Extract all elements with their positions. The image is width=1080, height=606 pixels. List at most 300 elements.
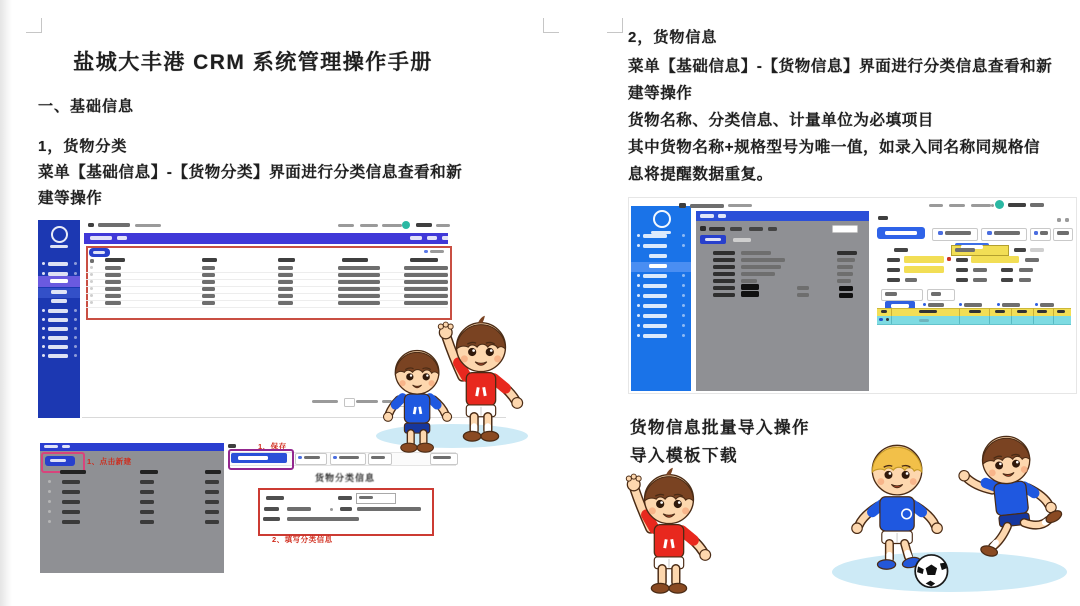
text-smudge <box>238 456 268 460</box>
text-smudge <box>881 310 887 313</box>
text-smudge <box>90 280 93 283</box>
text-smudge <box>1030 248 1044 252</box>
text-smudge <box>205 510 219 514</box>
text-smudge <box>878 216 888 220</box>
text-smudge <box>42 345 45 348</box>
text-smudge <box>839 286 853 291</box>
cartoon-kid-red-waving <box>618 458 718 600</box>
text-smudge <box>105 273 121 277</box>
text-smudge <box>48 262 68 266</box>
text-smudge <box>713 265 735 269</box>
text-smudge <box>690 204 724 208</box>
grid-selected-row <box>877 316 1071 325</box>
text-smudge <box>117 236 127 240</box>
text-smudge <box>62 500 80 504</box>
toolbar-button <box>1053 228 1073 241</box>
text-smudge <box>48 309 68 313</box>
paragraph-line: 菜单【基础信息】-【货物分类】界面进行分类信息查看和新 <box>38 164 463 181</box>
text-smudge <box>643 304 667 308</box>
text-smudge <box>48 520 51 523</box>
text-smudge <box>42 327 45 330</box>
text-smudge <box>410 236 422 240</box>
text-smudge <box>987 231 992 235</box>
text-smudge <box>649 264 667 268</box>
crm-logo-icon <box>51 226 68 243</box>
text-smudge <box>360 224 378 227</box>
text-smudge <box>682 284 685 287</box>
text-smudge <box>1025 258 1039 262</box>
toolbar-button <box>430 453 458 465</box>
text-smudge <box>1065 218 1069 222</box>
text-smudge <box>90 259 94 263</box>
text-smudge <box>202 301 215 305</box>
text-smudge <box>643 274 667 278</box>
text-smudge <box>1033 308 1034 316</box>
text-smudge <box>700 214 714 218</box>
text-smudge <box>997 303 1000 306</box>
text-smudge <box>74 327 77 330</box>
text-smudge <box>839 293 853 298</box>
text-smudge <box>74 318 77 321</box>
text-smudge <box>48 354 68 358</box>
text-smudge <box>359 496 373 499</box>
paragraph-line: 建等操作 <box>628 85 693 102</box>
footer-line: 货物信息批量导入操作 <box>630 419 810 437</box>
text-smudge <box>42 318 45 321</box>
text-smudge <box>205 480 219 484</box>
text-smudge <box>749 227 763 231</box>
text-smudge <box>105 294 121 298</box>
text-smudge <box>105 266 121 270</box>
text-smudge <box>404 287 448 291</box>
text-smudge <box>105 280 121 284</box>
margin-corner-mark <box>607 18 623 33</box>
text-smudge <box>74 262 77 265</box>
text-smudge <box>797 286 809 290</box>
page-right <box>560 0 1080 606</box>
text-smudge <box>768 227 777 231</box>
text-smudge <box>202 273 215 277</box>
text-smudge <box>48 490 51 493</box>
text-smudge <box>879 318 883 321</box>
margin-corner-mark <box>543 18 559 33</box>
text-smudge <box>700 226 706 231</box>
text-smudge <box>90 236 112 240</box>
text-smudge <box>971 204 991 207</box>
text-smudge <box>266 496 284 500</box>
text-smudge <box>643 234 667 238</box>
text-smudge <box>205 470 221 474</box>
text-smudge <box>135 224 161 227</box>
text-smudge <box>86 293 448 294</box>
cartoon-kid-blonde-with-ball <box>836 432 960 594</box>
text-smudge <box>1001 268 1013 272</box>
text-smudge <box>50 459 66 462</box>
toolbar-button <box>368 453 392 465</box>
text-smudge <box>885 231 917 235</box>
text-smudge <box>48 318 68 322</box>
text-smudge <box>1019 278 1031 282</box>
text-smudge <box>62 480 80 484</box>
text-smudge <box>278 266 293 270</box>
text-smudge <box>357 507 421 511</box>
text-smudge <box>713 293 735 297</box>
cartoon-kid-blue-running <box>948 424 1066 576</box>
text-smudge <box>1053 316 1054 324</box>
text-smudge <box>713 279 735 283</box>
text-smudge <box>88 223 94 227</box>
annotation-step2-fill: 2、填写分类信息 <box>272 535 333 544</box>
text-smudge <box>105 301 121 305</box>
text-smudge <box>797 293 809 297</box>
text-smudge <box>887 268 900 272</box>
text-smudge <box>86 279 448 280</box>
text-smudge <box>338 496 352 500</box>
text-smudge <box>637 304 640 307</box>
text-smudge <box>62 510 80 514</box>
toolbar-button <box>330 453 366 465</box>
text-smudge <box>140 510 154 514</box>
text-smudge <box>90 266 93 269</box>
text-smudge <box>86 286 448 287</box>
text-smudge <box>637 284 640 287</box>
text-smudge <box>682 274 685 277</box>
text-smudge <box>90 301 93 304</box>
text-smudge <box>955 248 975 252</box>
text-smudge <box>637 334 640 337</box>
text-smudge <box>62 520 80 524</box>
text-smudge <box>404 273 448 277</box>
text-smudge <box>62 490 80 494</box>
user-avatar-icon <box>402 221 410 229</box>
text-smudge <box>51 290 67 294</box>
section-heading: 一、基础信息 <box>38 98 135 115</box>
text-smudge <box>887 258 900 262</box>
text-smudge <box>338 287 380 291</box>
text-smudge <box>44 445 58 448</box>
text-smudge <box>713 258 735 262</box>
item-heading-2: 2，货物信息 <box>628 29 718 46</box>
text-smudge <box>995 310 1005 313</box>
text-smudge <box>48 345 68 349</box>
text-smudge <box>973 268 987 272</box>
text-smudge <box>42 354 45 357</box>
text-smudge <box>105 287 121 291</box>
text-smudge <box>956 258 968 262</box>
toolbar-button <box>1030 228 1051 241</box>
paragraph-line: 菜单【基础信息】-【货物信息】界面进行分类信息查看和新 <box>628 58 1053 75</box>
text-smudge <box>278 273 293 277</box>
text-smudge <box>959 308 960 316</box>
text-smudge <box>964 303 982 307</box>
paragraph-line: 息将提醒数据重复。 <box>628 166 773 183</box>
text-smudge <box>42 336 45 339</box>
text-smudge <box>436 224 450 227</box>
text-smudge <box>86 300 448 301</box>
item-heading-1: 1，货物分类 <box>38 138 128 155</box>
text-smudge <box>404 301 448 305</box>
text-smudge <box>140 490 154 494</box>
text-smudge <box>682 234 685 237</box>
text-smudge <box>278 301 293 305</box>
text-smudge <box>278 287 293 291</box>
text-smudge <box>287 507 311 511</box>
text-smudge <box>713 251 735 255</box>
text-smudge <box>205 500 219 504</box>
margin-corner-mark <box>26 18 42 33</box>
text-smudge <box>1030 203 1044 207</box>
text-smudge <box>202 266 215 270</box>
text-smudge <box>994 231 1020 235</box>
text-smudge <box>1011 308 1012 316</box>
text-smudge <box>93 251 105 254</box>
text-smudge <box>949 204 965 207</box>
text-smudge <box>74 336 77 339</box>
text-smudge <box>338 280 380 284</box>
text-smudge <box>959 316 960 324</box>
text-smudge <box>679 203 686 208</box>
text-smudge <box>382 224 402 227</box>
text-smudge <box>278 258 295 262</box>
cartoon-kid-red-waving <box>430 306 530 448</box>
text-smudge <box>1057 310 1065 313</box>
text-smudge <box>682 334 685 337</box>
text-smudge <box>931 292 941 296</box>
text-smudge <box>969 310 981 313</box>
text-smudge <box>956 278 968 282</box>
text-smudge <box>202 287 215 291</box>
text-smudge <box>832 225 858 233</box>
text-smudge <box>404 266 448 270</box>
text-smudge <box>427 236 437 240</box>
text-smudge <box>344 398 355 407</box>
text-smudge <box>1001 278 1013 282</box>
text-smudge <box>643 324 667 328</box>
text-smudge <box>741 284 759 290</box>
text-smudge <box>741 251 771 255</box>
text-smudge <box>637 244 640 247</box>
text-smudge <box>928 303 944 307</box>
footer-line: 导入模板下载 <box>630 447 738 465</box>
text-smudge <box>637 274 640 277</box>
text-smudge <box>682 244 685 247</box>
text-smudge <box>42 262 45 265</box>
text-smudge <box>929 204 943 207</box>
text-smudge <box>86 272 448 273</box>
text-smudge <box>404 294 448 298</box>
text-smudge <box>48 327 68 331</box>
text-smudge <box>338 224 354 227</box>
text-smudge <box>894 248 908 252</box>
text-smudge <box>989 316 990 324</box>
text-smudge <box>643 244 667 248</box>
text-smudge <box>837 251 857 255</box>
text-smudge <box>945 231 971 235</box>
text-smudge <box>728 204 752 207</box>
text-smudge <box>718 214 726 218</box>
text-smudge <box>48 272 68 276</box>
text-smudge <box>1034 231 1038 235</box>
text-smudge <box>905 278 917 282</box>
text-smudge <box>741 258 785 262</box>
screenshot-new-category-flow <box>35 438 515 578</box>
text-smudge <box>338 294 380 298</box>
text-smudge <box>1002 303 1020 307</box>
text-smudge <box>705 238 721 241</box>
text-smudge <box>1033 316 1034 324</box>
text-smudge <box>713 286 735 290</box>
text-smudge <box>424 250 428 253</box>
text-smudge <box>637 324 640 327</box>
text-smudge <box>682 324 685 327</box>
text-smudge <box>205 520 219 524</box>
doc-title: 盐城大丰港 CRM 系统管理操作手册 <box>73 51 433 74</box>
text-smudge <box>1040 231 1048 235</box>
text-smudge <box>404 280 448 284</box>
text-smudge <box>643 284 667 288</box>
text-smudge <box>298 456 302 459</box>
text-smudge <box>340 507 352 511</box>
paragraph-line: 货物名称、分类信息、计量单位为必填项目 <box>628 112 934 129</box>
text-smudge <box>140 480 154 484</box>
user-avatar-icon <box>995 200 1004 209</box>
text-smudge <box>287 517 359 521</box>
text-smudge <box>891 304 909 308</box>
text-smudge <box>342 258 368 262</box>
text-smudge <box>637 234 640 237</box>
text-smudge <box>682 314 685 317</box>
text-smudge <box>430 250 444 253</box>
text-smudge <box>971 256 1019 263</box>
text-smudge <box>333 456 337 459</box>
text-smudge <box>1057 231 1069 235</box>
text-smudge <box>50 279 68 283</box>
text-smudge <box>1008 203 1026 207</box>
text-smudge <box>140 500 154 504</box>
text-smudge <box>278 294 293 298</box>
text-smudge <box>74 272 77 275</box>
text-smudge <box>919 319 929 322</box>
text-smudge <box>891 316 892 324</box>
text-smudge <box>202 280 215 284</box>
text-smudge <box>74 309 77 312</box>
text-smudge <box>304 456 320 459</box>
text-smudge <box>90 273 93 276</box>
text-smudge <box>48 480 51 483</box>
text-smudge <box>891 308 892 316</box>
text-smudge <box>140 470 158 474</box>
text-smudge <box>1057 218 1061 222</box>
red-highlight-box <box>86 246 452 320</box>
text-smudge <box>837 272 853 276</box>
text-smudge <box>1040 303 1054 307</box>
text-smudge <box>442 236 458 240</box>
text-smudge <box>90 294 93 297</box>
text-smudge <box>62 445 70 448</box>
text-smudge <box>733 238 751 242</box>
text-smudge <box>105 258 125 262</box>
text-smudge <box>741 291 759 297</box>
text-smudge <box>202 258 217 262</box>
text-smudge <box>637 314 640 317</box>
text-smudge <box>338 266 380 270</box>
text-smudge <box>991 204 994 207</box>
text-smudge <box>643 334 667 338</box>
text-smudge <box>938 231 943 235</box>
text-smudge <box>837 265 853 269</box>
text-smudge <box>904 256 944 263</box>
text-smudge <box>1037 310 1047 313</box>
text-smudge <box>48 336 68 340</box>
text-smudge <box>741 272 775 276</box>
text-smudge <box>264 507 279 511</box>
text-smudge <box>338 273 380 277</box>
text-smudge <box>371 456 385 459</box>
text-smudge <box>48 500 51 503</box>
text-smudge <box>433 456 451 459</box>
text-smudge <box>713 272 735 276</box>
text-smudge <box>42 309 45 312</box>
crm-logo-icon <box>653 210 671 228</box>
form-title: 货物分类信息 <box>314 473 375 483</box>
text-smudge <box>837 258 855 262</box>
text-smudge <box>885 292 897 296</box>
text-smudge <box>140 520 154 524</box>
toolbar-button <box>295 453 327 465</box>
text-smudge <box>51 299 67 303</box>
text-smudge <box>904 266 944 273</box>
annotation-step1-new: 1、点击新建 <box>87 457 132 466</box>
text-smudge <box>973 278 987 282</box>
text-smudge <box>60 470 86 474</box>
text-smudge <box>741 279 757 283</box>
text-smudge <box>919 310 937 313</box>
text-smudge <box>202 294 215 298</box>
text-smudge <box>339 456 359 459</box>
text-smudge <box>263 517 280 521</box>
text-smudge <box>1019 268 1033 272</box>
text-smudge <box>682 304 685 307</box>
text-smudge <box>90 287 93 290</box>
text-smudge <box>86 307 448 308</box>
text-smudge <box>98 223 130 227</box>
text-smudge <box>278 280 293 284</box>
text-smudge <box>1035 303 1038 306</box>
text-smudge <box>1011 316 1012 324</box>
text-smudge <box>1053 308 1054 316</box>
paragraph-line: 其中货物名称+规格型号为唯一值，如录入同名称同规格信 <box>628 139 1041 156</box>
annotation-step1-save: 1、保存 <box>258 442 287 451</box>
text-smudge <box>228 444 236 448</box>
text-smudge <box>205 490 219 494</box>
text-smudge <box>410 258 438 262</box>
screenshot-goods-info <box>628 197 1077 394</box>
text-smudge <box>886 318 889 321</box>
text-smudge <box>50 245 68 248</box>
text-smudge <box>989 308 990 316</box>
text-smudge <box>649 254 667 258</box>
module-header-bar <box>84 233 448 244</box>
text-smudge <box>643 294 667 298</box>
text-smudge <box>730 227 742 231</box>
text-smudge <box>42 272 45 275</box>
text-smudge <box>1014 248 1026 252</box>
text-smudge <box>48 510 51 513</box>
text-smudge <box>74 354 77 357</box>
text-smudge <box>312 400 338 403</box>
paragraph-line: 建等操作 <box>38 190 103 207</box>
text-smudge <box>74 345 77 348</box>
